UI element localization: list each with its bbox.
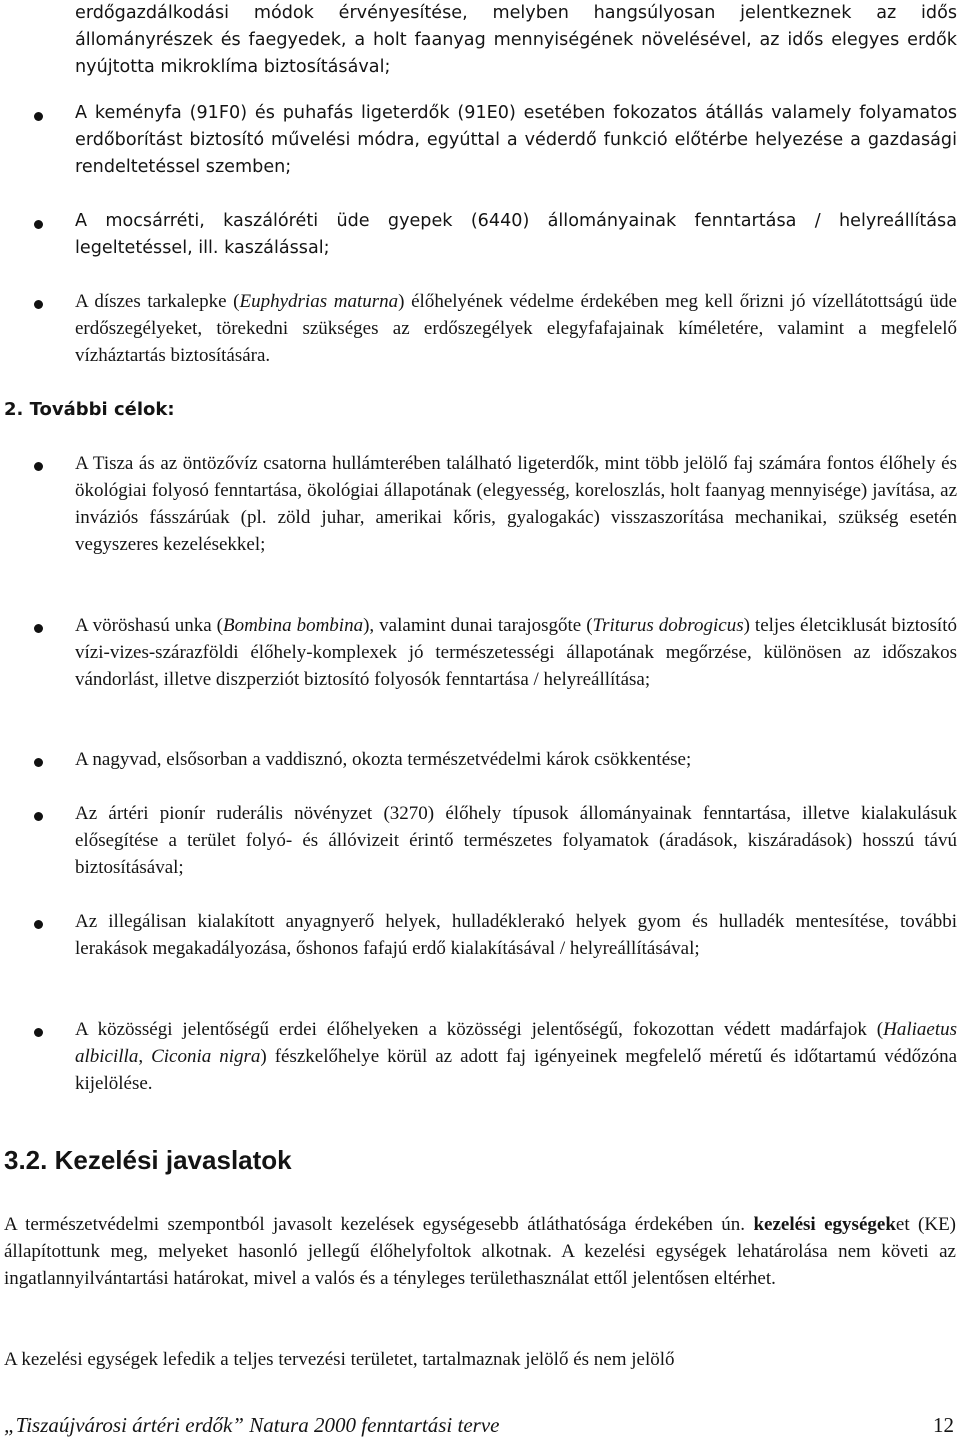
bullet-marker	[34, 758, 43, 767]
bullet-marker	[34, 624, 43, 633]
bullet-marker	[34, 920, 43, 929]
text-run: erdőgazdálkodási módok érvényesítése, melyben hangsúlyosan jelentkeznek az idős állományrészek és faegyedek, a holt faanyag mennyiségének növelésével, az idős elegyes erdők nyújtotta mikroklíma biztosításával;	[75, 3, 957, 77]
text-run: A díszes tarkalepke (	[75, 291, 240, 312]
bullet-item	[75, 800, 957, 881]
page-footer	[4, 1413, 954, 1438]
bullet-item	[75, 908, 957, 962]
bullet-item	[75, 1016, 957, 1097]
bullet-marker	[34, 220, 43, 229]
text-run: A keményfa (91F0) és puhafás ligeterdők (91E0) esetében fokozatos átállás valamely folyamatos erdőborítást biztosító művelési módra, egyúttal a véderdő funkció előtérbe helyezése a gazdasági rendeltetéssel szemben;	[75, 103, 957, 177]
bullet-item	[75, 612, 957, 693]
bullet-item	[75, 746, 957, 773]
text-run: A vöröshasú unka (	[75, 615, 223, 636]
text-run: A kezelési egységek lefedik a teljes tervezési területet, tartalmaznak jelölő és nem jelölő	[4, 1349, 675, 1370]
text-run: Az illegálisan kialakított anyagnyerő helyek, hulladéklerakó helyek gyom és hulladék mentesítése, további lerakások megakadályozása, őshonos fafajú erdő kialakításával / helyreállításával;	[75, 911, 957, 959]
bullet-marker	[34, 112, 43, 121]
text-run: Az ártéri pionír ruderális növényzet (3270) élőhely típusok állományainak fenntartása, illetve kialakulásuk elősegítése a terület folyó- és állóvizeit érintő természetes folyamatok (áradások, kiszáradások) hosszú távú biztosításával;	[75, 803, 957, 878]
text-run: A nagyvad, elsősorban a vaddisznó, okozta természetvédelmi károk csökkentése;	[75, 749, 692, 770]
text-run: ) élőhelyének védelme érdekében meg kell őrizni jó vízellátottságú üde erdőszegélyeket, törekedni szükséges az erdőszegélyek elegyfafajainak kíméletére, valamint a megfelelő vízháztartás biztosítására.	[75, 291, 957, 366]
bullet-marker	[34, 812, 43, 821]
italic-term: Ciconia nigra	[151, 1046, 261, 1067]
text-run: ) fészkelőhelye körül az adott faj igényeinek megfelelő méretű és időtartamú védőzóna kijelölése.	[75, 1046, 957, 1094]
section-heading: 3.2. Kezelési javaslatok	[4, 1145, 292, 1175]
footer-title: „Tiszaújvárosi ártéri erdők” Natura 2000 fenntartási terve	[4, 1413, 500, 1437]
bold-term: kezelési egységek	[753, 1214, 896, 1235]
text-run: et (KE) állapítottunk meg, melyeket hasonló jellegű élőhelyfoltok alkotnak. A kezelési egységek lehatárolása nem követi az ingatlannyilvántartási határokat, mivel a valós és a tényleges területhasználat ettől jelentősen eltérhet.	[4, 1214, 957, 1289]
body-paragraph	[4, 1346, 956, 1373]
text-run: ) teljes életciklusát biztosító vízi-vizes-szárazföldi élőhely-komplexek jó természetességi állapotának megőrzése, különösen az időszakos vándorlást, illetve diszperziót biztosító folyosók fenntartása / helyreállítása;	[75, 615, 957, 690]
italic-term: Euphydrias maturna	[239, 291, 399, 312]
page-number: 12	[933, 1413, 954, 1437]
bullet-marker	[34, 1028, 43, 1037]
text-run: A természetvédelmi szempontból javasolt kezelések egységesebb átláthatósága érdekében ún.	[4, 1214, 754, 1235]
bullet-item	[75, 100, 957, 181]
bullet-marker	[34, 462, 43, 471]
bullet-item	[75, 450, 957, 558]
bullet-item	[75, 208, 957, 262]
text-run: A közösségi jelentőségű erdei élőhelyeken a közösségi jelentőségű, fokozottan védett madárfajok (	[75, 1019, 884, 1040]
bullet-marker	[34, 300, 43, 309]
subheading-further-goals: 2. További célok:	[4, 399, 175, 420]
bullet-item	[75, 288, 957, 369]
text-run: A Tisza ás az öntözővíz csatorna hullámterében található ligeterdők, mint több jelölő faj számára fontos élőhely és ökológiai folyosó fenntartása, ökológiai állapotának (elegyesség, koreloszlás, holt faanyag mennyisége) javítása, az inváziós fásszárúak (pl. zöld juhar, amerikai kőris, gyalogakác) visszaszorítása mechanikai, szükség esetén vegyszeres kezelésekkel;	[75, 453, 957, 555]
italic-term: Bombina bombina	[222, 615, 364, 636]
text-run: A mocsárréti, kaszálóréti üde gyepek (6440) állományainak fenntartása / helyreállítása legeltetéssel, ill. kaszálással;	[75, 211, 957, 258]
body-paragraph	[4, 1211, 956, 1292]
italic-term: Triturus dobrogicus	[592, 615, 744, 636]
text-run: ,	[138, 1046, 152, 1067]
italic-term: Haliaetus albicilla	[75, 1019, 957, 1067]
text-run: ), valamint dunai tarajosgőte (	[363, 615, 593, 636]
intro-paragraph	[75, 0, 957, 81]
